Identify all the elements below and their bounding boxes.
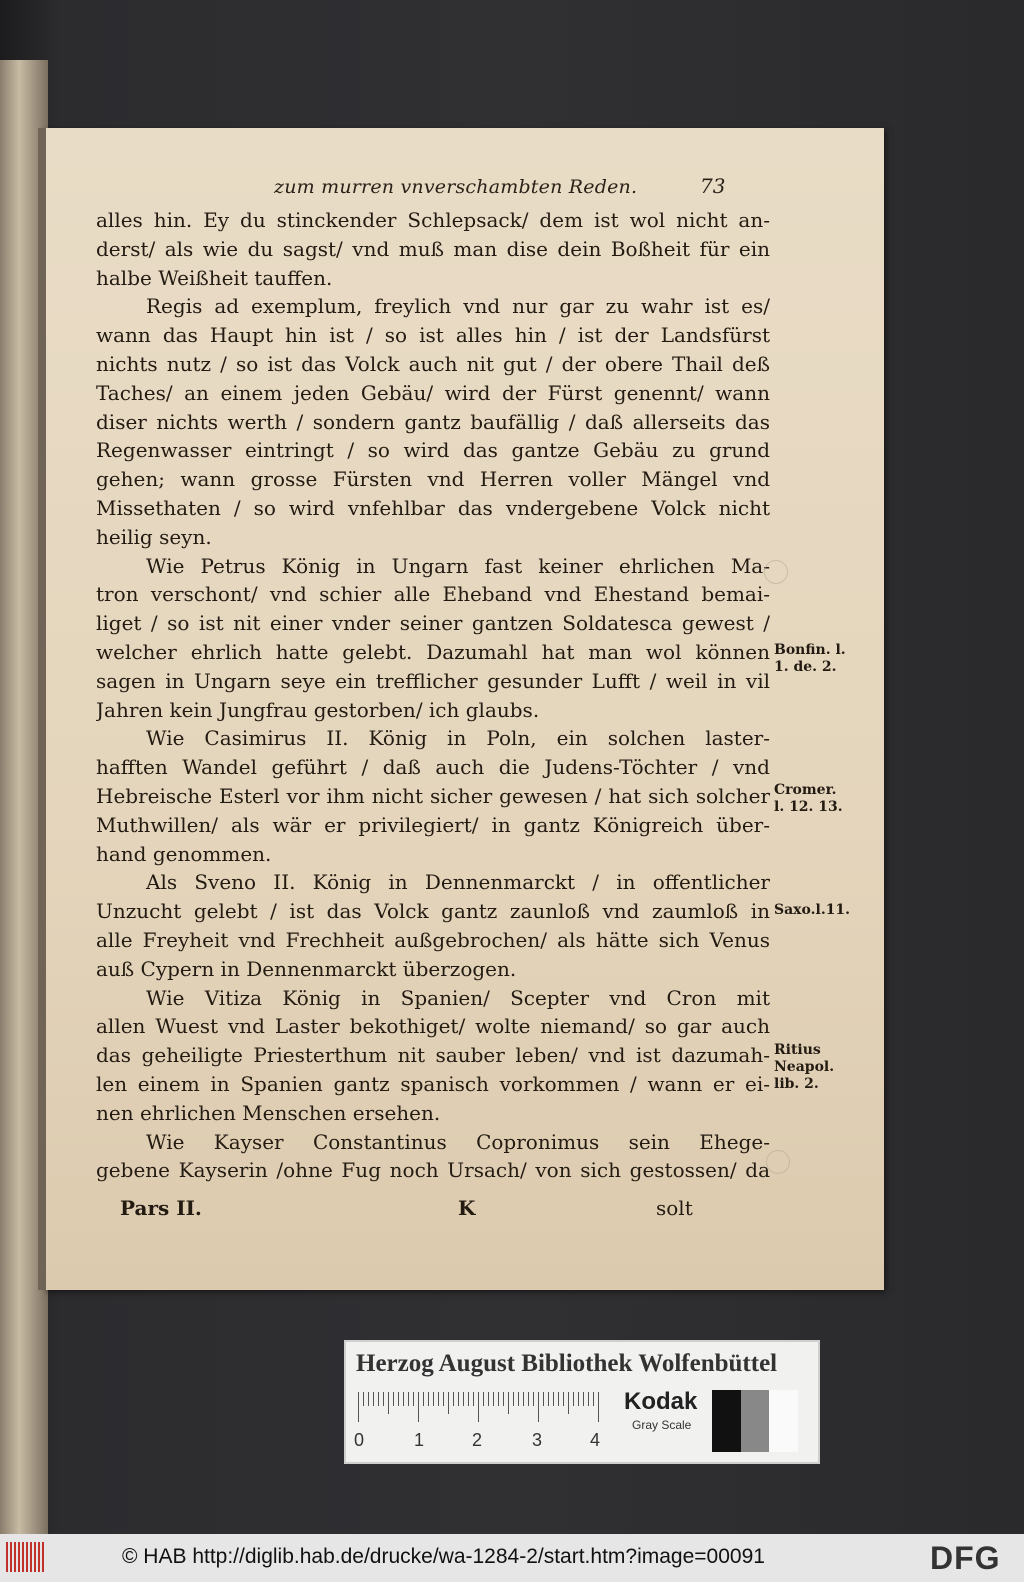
ruler-tick xyxy=(498,1392,499,1406)
text-line: Taches/ an einem jeden Gebäu/ wird der Fürst genennt/ wann xyxy=(96,380,770,405)
body-text xyxy=(96,206,770,1185)
ruler-tick xyxy=(428,1392,429,1406)
ruler-tick xyxy=(393,1392,394,1406)
dfg-logo: DFG xyxy=(930,1540,1001,1576)
text-line: Regenwasser eintringt / so wird das gantze Gebäu zu grund xyxy=(96,438,770,463)
ruler-tick xyxy=(453,1392,454,1406)
text-line: Wie Casimirus II. König in Poln, ein solchen laster- xyxy=(146,726,770,751)
ruler-tick xyxy=(523,1392,524,1406)
ruler-number: 4 xyxy=(590,1430,601,1450)
gathering-mark: K xyxy=(458,1196,476,1220)
ruler-tick xyxy=(568,1392,569,1414)
ruler-tick xyxy=(488,1392,489,1406)
text-line: gebene Kayserin /ohne Fug noch Ursach/ von sich gestossen/ da xyxy=(96,1158,770,1183)
text-line: derst/ als wie du sagst/ vnd muß man dise dein Boßheit für ein xyxy=(96,236,770,261)
ruler-tick xyxy=(593,1392,594,1406)
margin-note-line: Bonfin. l. xyxy=(774,642,846,658)
ruler-tick xyxy=(478,1392,479,1422)
text-line: hafften Wandel geführt / daß auch die Judens-Töchter / vnd xyxy=(96,755,770,780)
page-number: 73 xyxy=(700,174,726,198)
text-line: hand genommen. xyxy=(96,841,272,866)
running-head: zum murren vnverschambten Reden. xyxy=(274,176,638,198)
text-line: halbe Weißheit tauffen. xyxy=(96,265,333,290)
ruler-tick xyxy=(473,1392,474,1406)
ruler-tick xyxy=(468,1392,469,1406)
ruler-number: 1 xyxy=(414,1430,425,1450)
ruler-tick xyxy=(573,1392,574,1406)
margin-note-line: Cromer. xyxy=(774,782,837,798)
ruler-tick xyxy=(558,1392,559,1406)
ruler-tick xyxy=(583,1392,584,1406)
ruler-tick xyxy=(358,1392,359,1422)
margin-note-line: lib. 2. xyxy=(774,1076,819,1092)
text-line: welcher ehrlich hatte gelebt. Dazumahl hat man wol können xyxy=(96,639,770,664)
color-target-card xyxy=(344,1340,820,1464)
text-line: Missethaten / so wird vnfehlbar das vndergebene Volck nicht xyxy=(96,495,770,520)
ruler-tick xyxy=(413,1392,414,1406)
catchword: solt xyxy=(656,1196,693,1220)
text-line: Wie Petrus König in Ungarn fast keiner ehrlichen Ma- xyxy=(146,553,770,578)
margin-note-line: Neapol. xyxy=(774,1059,835,1075)
ruler-tick xyxy=(368,1392,369,1406)
margin-note xyxy=(774,1042,834,1093)
text-line: gehen; wann grosse Fürsten vnd Herren voller Mängel vnd xyxy=(96,467,770,492)
ruler-tick xyxy=(373,1392,374,1406)
text-line: sagen in Ungarn seye ein trefflicher gesunder Lufft / weil in vil xyxy=(96,668,770,693)
ruler-tick xyxy=(458,1392,459,1406)
ruler-tick xyxy=(363,1392,364,1406)
gray-scale-swatch xyxy=(712,1390,798,1452)
ruler-tick xyxy=(598,1392,599,1422)
ruler-tick xyxy=(418,1392,419,1422)
library-name: Herzog August Bibliothek Wolfenbüttel xyxy=(356,1350,778,1377)
text-line: nen ehrlichen Menschen ersehen. xyxy=(96,1100,441,1125)
ruler-tick xyxy=(588,1392,589,1406)
margin-note-line: 1. de. 2. xyxy=(774,659,837,675)
ruler-tick xyxy=(508,1392,509,1414)
ruler-tick xyxy=(408,1392,409,1406)
text-line: Jahren kein Jungfrau gestorben/ ich glaubs. xyxy=(96,697,540,722)
ruler-tick xyxy=(513,1392,514,1406)
text-line: Muthwillen/ als wär er privilegiert/ in gantz Königreich über- xyxy=(96,812,770,837)
ruler-tick xyxy=(398,1392,399,1406)
ruler-tick xyxy=(528,1392,529,1406)
barcode-icon xyxy=(6,1542,46,1572)
ruler-tick xyxy=(443,1392,444,1406)
margin-note xyxy=(774,642,846,676)
text-line: alle Freyheit vnd Frechheit außgebrochen/ als hätte sich Venus xyxy=(96,927,770,952)
ruler-tick xyxy=(563,1392,564,1406)
text-line: Unzucht gelebt / ist das Volck gantz zaunloß vnd zaumloß in xyxy=(96,899,770,924)
ruler-number: 3 xyxy=(532,1430,543,1450)
margin-note xyxy=(774,902,850,919)
source-citation-link[interactable]: © HAB http://diglib.hab.de/drucke/wa-1284-2/start.htm?image=00091 xyxy=(122,1545,765,1568)
ruler-tick xyxy=(533,1392,534,1406)
ruler-tick xyxy=(493,1392,494,1406)
text-line: diser nichts werth / sondern gantz baufällig / daß allerseits das xyxy=(96,409,770,434)
ruler-tick xyxy=(403,1392,404,1406)
text-line: das geheiligte Priesterthum nit sauber leben/ vnd ist dazumah- xyxy=(96,1043,770,1068)
pencil-mark-icon xyxy=(766,1150,790,1174)
ruler-scale xyxy=(358,1392,598,1424)
ruler-tick xyxy=(378,1392,379,1406)
page-binding-edge xyxy=(38,128,46,1290)
text-line: heilig seyn. xyxy=(96,524,212,549)
kodak-logo: Kodak xyxy=(624,1388,698,1415)
ruler-tick xyxy=(483,1392,484,1406)
ruler-tick xyxy=(438,1392,439,1406)
ruler-tick xyxy=(433,1392,434,1406)
text-line: Regis ad exemplum, freylich vnd nur gar zu wahr ist es/ xyxy=(146,294,770,319)
text-line: len einem in Spanien gantz spanisch vorkommen / wann er ei- xyxy=(96,1071,770,1096)
text-line: Wie Kayser Constantinus Copronimus sein Ehege- xyxy=(146,1129,770,1154)
margin-note-line: Ritius xyxy=(774,1042,821,1058)
ruler-tick xyxy=(463,1392,464,1406)
ruler-number: 2 xyxy=(472,1430,483,1450)
text-line: Als Sveno II. König in Dennenmarckt / in offentlicher xyxy=(146,870,770,895)
pencil-mark-icon xyxy=(764,560,788,584)
text-line: wann das Haupt hin ist / so ist alles hin / ist der Landsfürst xyxy=(96,323,770,348)
text-line: liget / so ist nit einer vnder seiner gantzen Soldatesca gewest / xyxy=(96,611,770,636)
margin-note-line: l. 12. 13. xyxy=(774,799,843,815)
text-line: auß Cypern in Dennenmarckt überzogen. xyxy=(96,956,517,981)
ruler-tick xyxy=(503,1392,504,1406)
margin-note-line: Saxo.l.11. xyxy=(774,902,851,918)
ruler-tick xyxy=(553,1392,554,1406)
ruler-tick xyxy=(423,1392,424,1406)
text-line: Hebreische Esterl vor ihm nicht sicher gewesen / hat sich solcher xyxy=(96,783,770,808)
text-line: tron verschont/ vnd schier alle Eheband vnd Ehestand bemai- xyxy=(96,582,770,607)
text-line: allen Wuest vnd Laster bekothiget/ wolte niemand/ so gar auch xyxy=(96,1014,770,1039)
ruler-tick xyxy=(578,1392,579,1406)
text-line: alles hin. Ey du stinckender Schlepsack/ dem ist wol nicht an- xyxy=(96,208,770,232)
book-page xyxy=(44,128,884,1290)
gray-scale-label: Gray Scale xyxy=(632,1418,692,1432)
ruler-tick xyxy=(543,1392,544,1406)
ruler-tick xyxy=(448,1392,449,1414)
text-line: nichts nutz / so ist das Volck auch nit gut / der obere Thail deß xyxy=(96,351,770,376)
margin-note xyxy=(774,782,843,816)
ruler-tick xyxy=(388,1392,389,1414)
ruler-tick xyxy=(548,1392,549,1406)
text-line: Wie Vitiza König in Spanien/ Scepter vnd Cron mit xyxy=(146,985,770,1010)
ruler-tick xyxy=(383,1392,384,1406)
signature-mark: Pars II. xyxy=(120,1196,202,1220)
ruler-number: 0 xyxy=(354,1430,365,1450)
ruler-tick xyxy=(538,1392,539,1422)
ruler-tick xyxy=(518,1392,519,1406)
footer-bar xyxy=(0,1534,1024,1582)
